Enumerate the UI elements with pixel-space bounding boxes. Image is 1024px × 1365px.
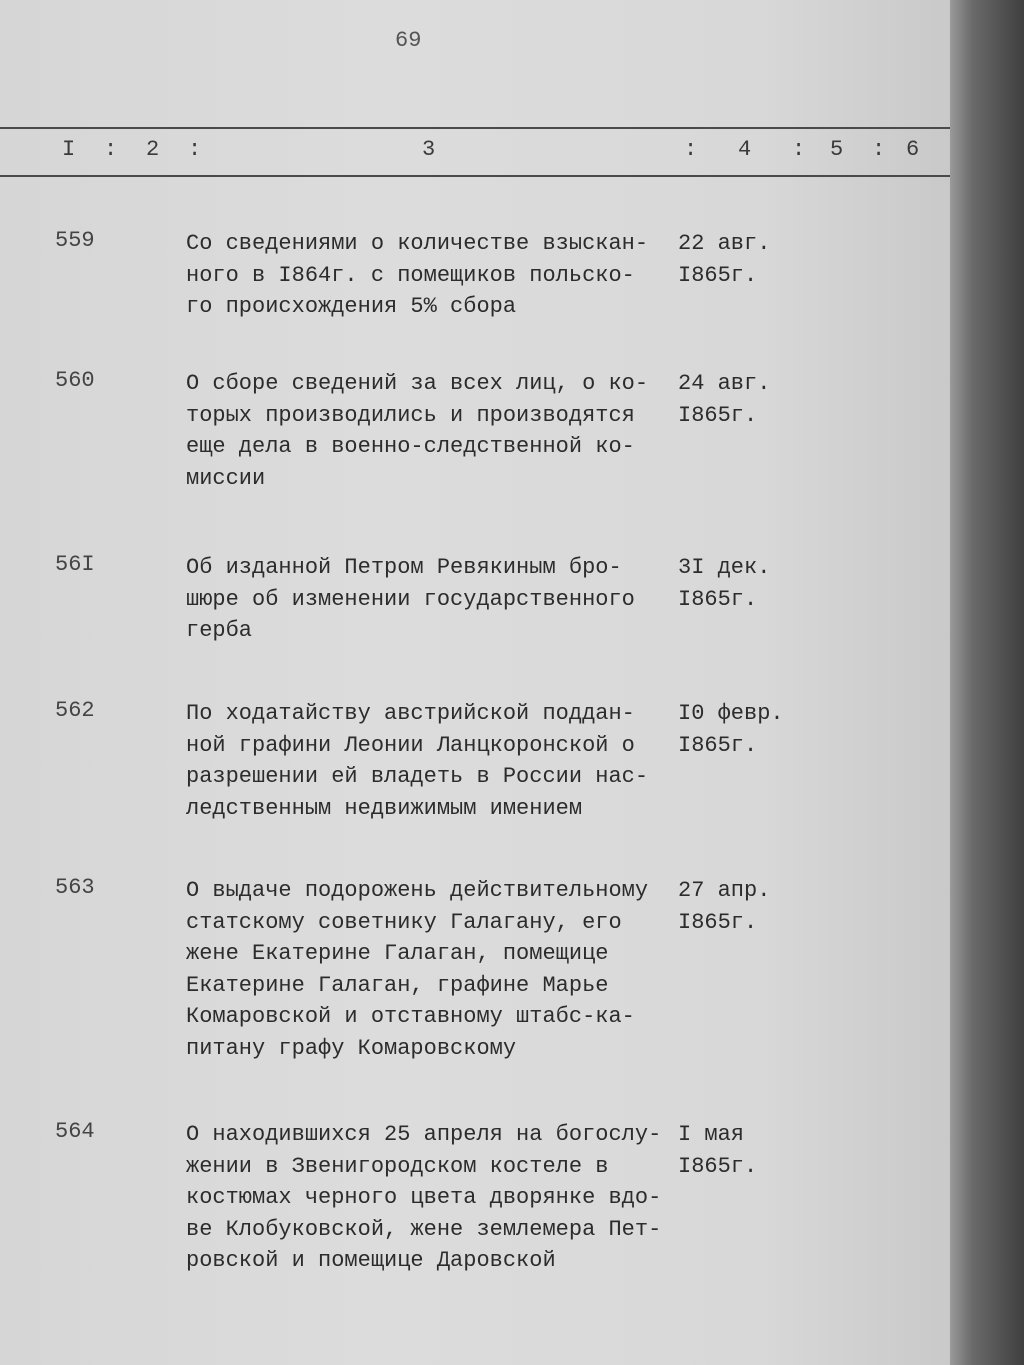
header-col-3: 3 bbox=[422, 137, 436, 162]
header-sep-3: : bbox=[684, 137, 698, 162]
entry-number: 56I bbox=[55, 552, 95, 577]
page-number: 69 bbox=[395, 28, 422, 53]
entry-number: 560 bbox=[55, 368, 95, 393]
header-sep-4: : bbox=[792, 137, 806, 162]
header-col-4: 4 bbox=[738, 137, 752, 162]
header-sep-2: : bbox=[188, 137, 202, 162]
entry-date: 24 авг. I865г. bbox=[678, 371, 771, 428]
entry-date: 3I дек. I865г. bbox=[678, 555, 771, 612]
entry-description: О находившихся 25 апреля на богослу- жении в Звенигородском костеле в костюмах черного цвета дворянке вдо- ве Клобуковской, жене землемера Пет- ровской и помещице Даровской bbox=[186, 1122, 662, 1273]
header-col-6: 6 bbox=[906, 137, 920, 162]
entry-description: О сборе сведений за всех лиц, о ко- торых производились и производятся еще дела в военно-следственной ко- миссии bbox=[186, 371, 649, 491]
entry-number: 564 bbox=[55, 1119, 95, 1144]
entry-date: I мая I865г. bbox=[678, 1122, 758, 1179]
header-sep-5: : bbox=[872, 137, 886, 162]
entry-date: 27 апр. I865г. bbox=[678, 878, 771, 935]
header-col-1: I bbox=[62, 137, 76, 162]
page-edge-shadow bbox=[950, 0, 1024, 1365]
entry-number: 562 bbox=[55, 698, 95, 723]
entry-description: Со сведениями о количестве взыскан- ного в I864г. с помещиков польско- го происхождения 5% сбора bbox=[186, 231, 649, 319]
entry-date: 22 авг. I865г. bbox=[678, 231, 771, 288]
header-col-5: 5 bbox=[830, 137, 844, 162]
header-col-2: 2 bbox=[146, 137, 160, 162]
column-header-row bbox=[0, 127, 950, 177]
entry-description: Об изданной Петром Ревякиным бро- шюре об изменении государственного герба bbox=[186, 555, 635, 643]
header-sep-1: : bbox=[104, 137, 118, 162]
entry-number: 563 bbox=[55, 875, 95, 900]
entry-number: 559 bbox=[55, 228, 95, 253]
entry-date: I0 февр. I865г. bbox=[678, 701, 784, 758]
entry-description: По ходатайству австрийской поддан- ной графини Леонии Ланцкоронской о разрешении ей владеть в России нас- ледственным недвижимым имением bbox=[186, 701, 649, 821]
entry-description: О выдаче подорожень действительному статскому советнику Галагану, его жене Екатерине Галаган, помещице Екатерине Галаган, графине Марье Комаровской и отставному штабс-ка- питану графу Комаровскому bbox=[186, 878, 649, 1061]
